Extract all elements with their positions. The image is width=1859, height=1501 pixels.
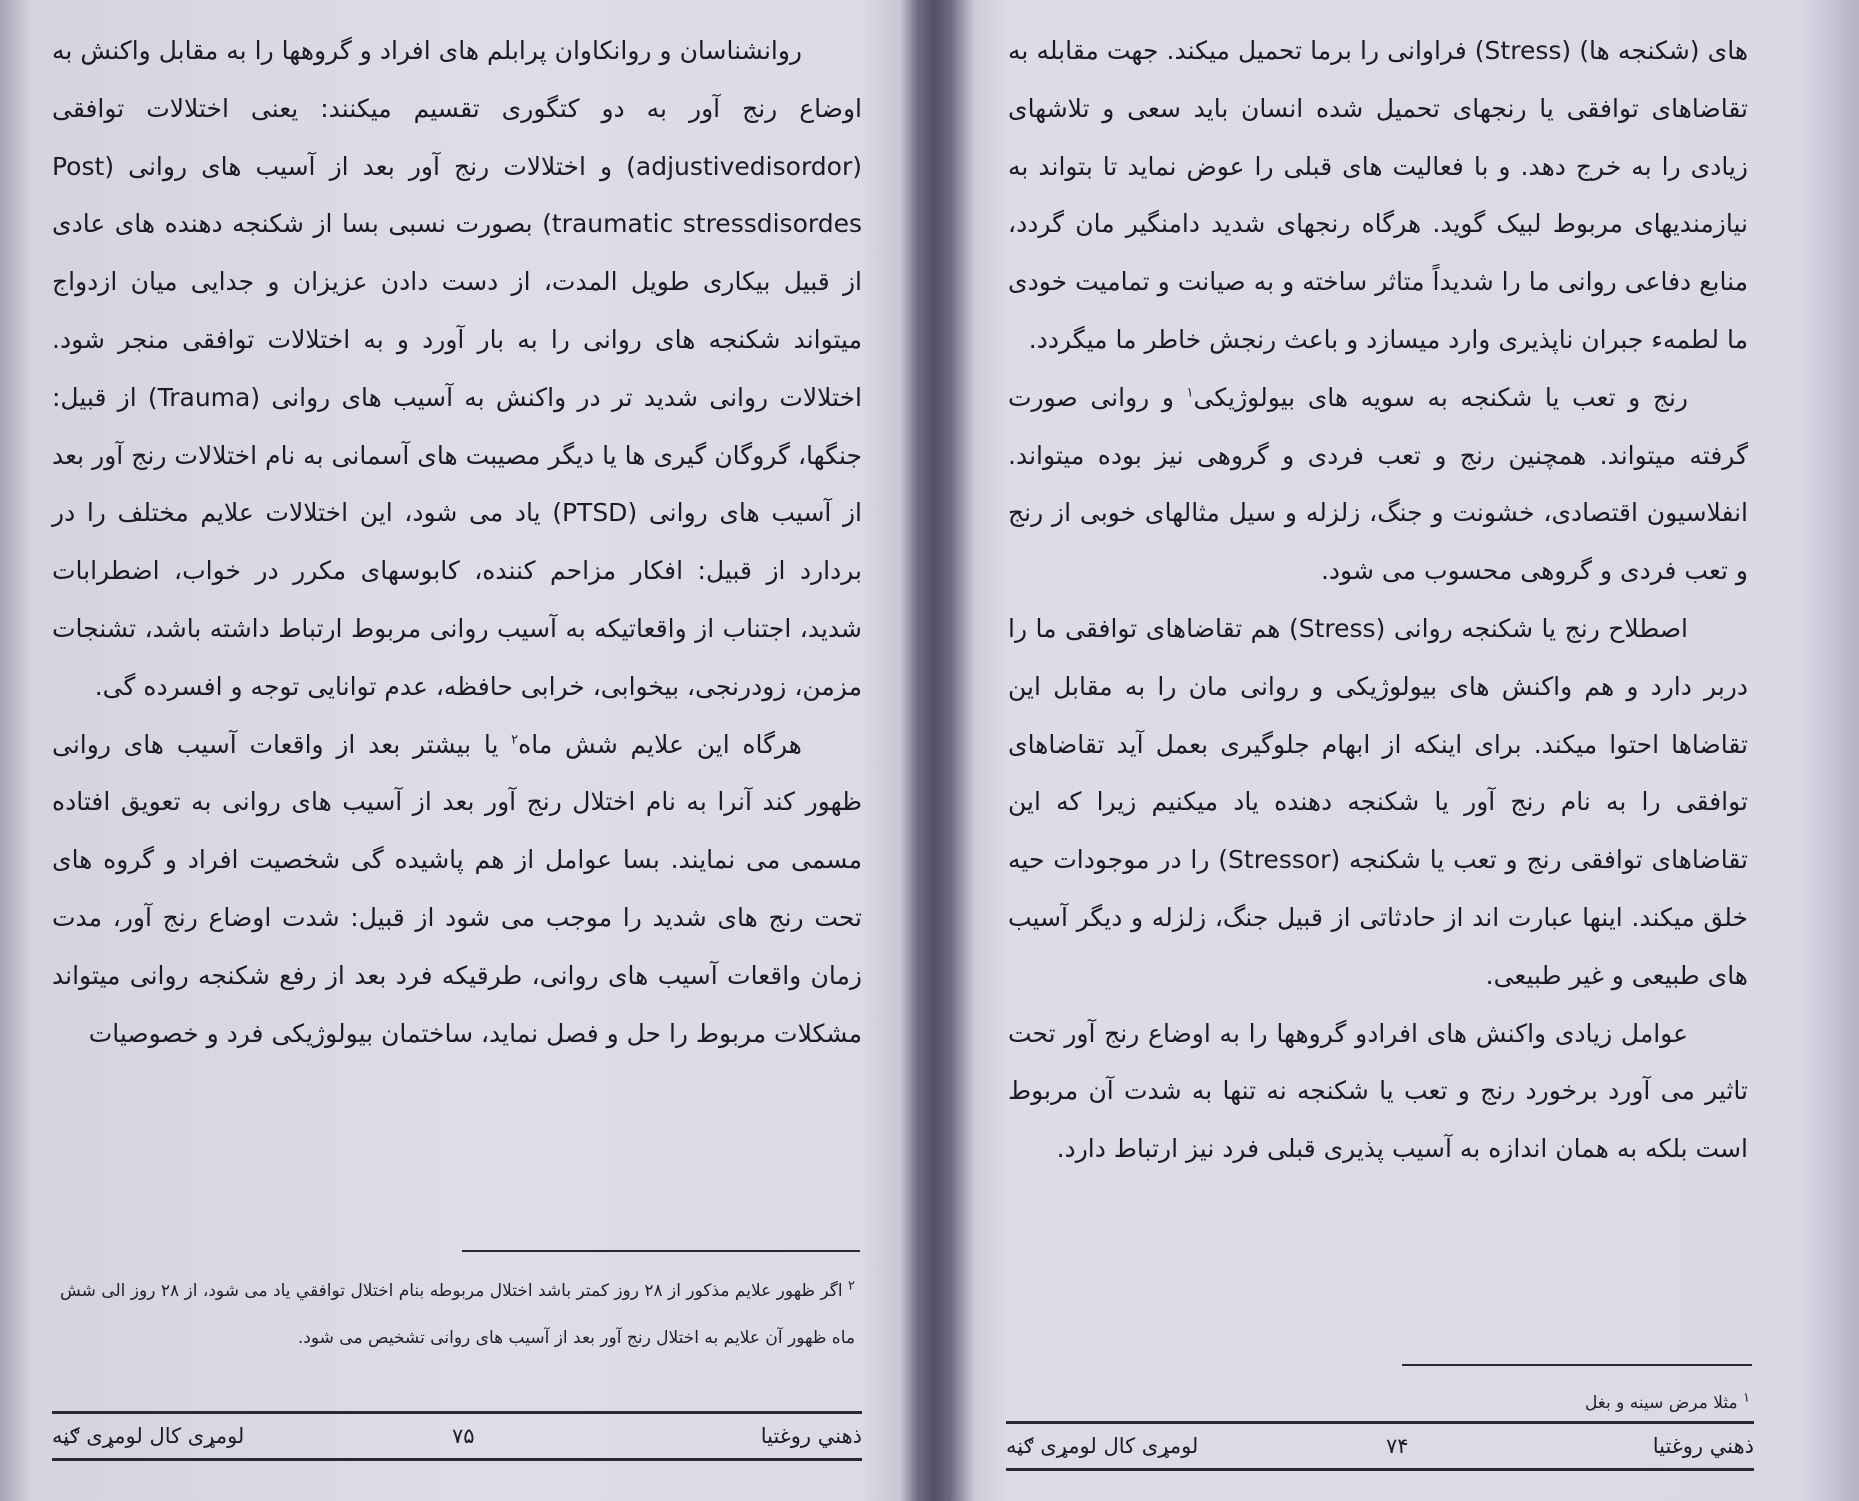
left-footer-book-title: ذهني روغتيا bbox=[760, 1424, 862, 1448]
left-page bbox=[0, 0, 915, 1501]
right-page-number: ۷۴ bbox=[1386, 1434, 1409, 1458]
left-footnote-mark: ۲ bbox=[848, 1278, 856, 1294]
footnote-ref-2: ۲ bbox=[511, 732, 519, 748]
right-footer-chapter: لومړی کال لومړی ګڼه bbox=[1006, 1434, 1199, 1458]
left-running-footer bbox=[52, 1411, 862, 1461]
footnote-ref-1: ۱ bbox=[1186, 385, 1194, 401]
right-paragraph-2-rest: و روانی صورت گرفته میتواند. همچنین رنج و تعب فردی و گروهی نیز بوده میتواند. انفلاسیون اقتصادی، خشونت و جنگ، زلزله و سیل مثالهای خوبی از رنج و تعب فردی و گروهی محسوب می شود. bbox=[1008, 382, 1748, 586]
right-paragraph-4: عوامل زیادی واکنش های افرادو گروهها را به اوضاع رنج آور تحت تاثیر می آورد برخورد رنج و تعب یا شکنجه نه تنها به شدت آن مربوط است بلکه به همان اندازه به آسیب پذیری قبلی فرد نیز ارتباط دارد. bbox=[1008, 1018, 1748, 1164]
right-footnote-rule bbox=[1402, 1364, 1752, 1366]
left-paragraph-2 bbox=[52, 716, 862, 1063]
right-page bbox=[940, 0, 1859, 1501]
right-running-footer bbox=[1006, 1421, 1754, 1471]
right-footnote-mark: ۱ bbox=[1743, 1390, 1750, 1406]
left-footnote bbox=[60, 1268, 855, 1362]
right-footnote-text: مثلا مرض سینه و بغل bbox=[1584, 1393, 1738, 1413]
right-paragraph-2-start: رنج و تعب یا شکنجه به سویه های بیولوژیکی bbox=[1193, 382, 1689, 412]
left-footnote-text: اگر ظهور علایم مذکور از ۲۸ روز کمتر باشد اختلال مربوطه بنام اختلال توافقي ياد مى شود، از ۲۸ روز الی شش ماه ظهور آن علایم به اختلال رنج آور بعد از آسیب های روانی تشخيص مى شود. bbox=[60, 1281, 855, 1348]
left-page-number: ۷۵ bbox=[452, 1424, 475, 1448]
left-footnote-rule bbox=[462, 1250, 860, 1252]
left-page-body bbox=[52, 22, 862, 1062]
left-footer-chapter: لومړی کال لومړی ګڼه bbox=[52, 1424, 245, 1448]
left-paragraph-1: روانشناسان و روانکاوان پرابلم های افراد و گروهها را به مقابل واکنش به اوضاع رنج آور به دو کتگوری تقسیم میکنند: یعنی اختلالات توافقی (adjustivedisordor) و اختلالات رنج آور بعد از آسیب های روانی (Post traumatic stressdisordes) بصورت نسبی بسا از شکنجه دهنده های عادی از قبیل بیکاری طویل المدت، از دست دادن عزیزان و جدایی میان ازدواج میتواند شکنجه های روانی را به بار آورد و به اختلالات توافقی منجر شود. اختلالات روانی شدید تر در واکنش به آسیب های روانی (Trauma) از قبیل: جنگها، گروگان گیری ها یا دیگر مصیبت های آسمانی به نام اختلالات رنج آور بعد از آسیب های روانی (PTSD) یاد می شود، این اختلالات علایم مختلف را در بردارد از قبیل: افکار مزاحم کننده، کابوسهای مکرر در خواب، اضطرابات شدید، اجتناب از واقعاتیکه به آسیب روانی مربوط ارتباط داشته باشد، تشنجات مزمن، زودرنجی، بیخوابی، خرابی حافظه، عدم توانایی توجه و افسرده گی. bbox=[52, 36, 863, 701]
right-paragraph-1: های (شکنجه ها) (Stress) فراوانی را برما تحمیل میکند. جهت مقابله به تقاضاهای توافقی یا رنجهای تحمیل شده انسان باید سعی و تلاشهای زیادی را به خرج دهد. و با فعالیت های قبلی را عوض نماید تا بتواند به نیازمندیهای مربوط لبیک گوید. هرگاه رنجهای شدید دامنگیر مان گردد، منابع دفاعی روانی ما را شدیداً متاثر ساخته و به صیانت و تمامیت خودی ما لطمهء جبران ناپذیری وارد میسازد و باعث رنجش خاطر ما میگردد. bbox=[1008, 36, 1749, 354]
left-paragraph-2-rest: یا بیشتر بعد از واقعات آسیب های روانی ظهور کند آنرا به نام اختلال رنج آور بعد از آسیب های روانی به تعویق افتاده مسمی می نمایند. بسا عوامل از هم پاشیده گی شخصیت افراد و گروه های تحت رنج های شدید را موجب می شود از قبیل: شدت اوضاع رنج آور، مدت زمان واقعات آسیب های روانی، طرقیکه فرد بعد از رفع شکنجه روانی میتواند مشکلات مربوط را حل و فصل نماید، ساختمان بیولوژیکی فرد و خصوصیات bbox=[52, 729, 862, 1048]
right-footer-book-title: ذهني روغتيا bbox=[1652, 1434, 1754, 1458]
right-footnote bbox=[1400, 1380, 1750, 1427]
left-paragraph-2-start: هرگاه این علایم شش ماه bbox=[518, 729, 802, 759]
right-paragraph-3: اصطلاح رنج یا شکنجه روانی (Stress) هم تقاضاهای توافقی ما را دربر دارد و هم واکنش های بیولوژیکی و روانی مان را به مقابل این تقاضاها احتوا میکند. برای اینکه از ابهام جلوگیری بعمل آید تقاضاهای توافقی را به نام رنج آور یا شکنجه دهنده یاد میکنیم زیرا که این تقاضاهای توافقی رنج و تعب یا شکنجه (Stressor) را در موجودات حیه خلق میکند. اینها عبارت اند از حادثاتی از قبیل جنگ، زلزله و دیگر آسیب های طبیعی و غیر طبیعی. bbox=[1008, 613, 1748, 990]
right-paragraph-2 bbox=[1008, 369, 1748, 600]
right-page-body bbox=[1008, 22, 1748, 1178]
